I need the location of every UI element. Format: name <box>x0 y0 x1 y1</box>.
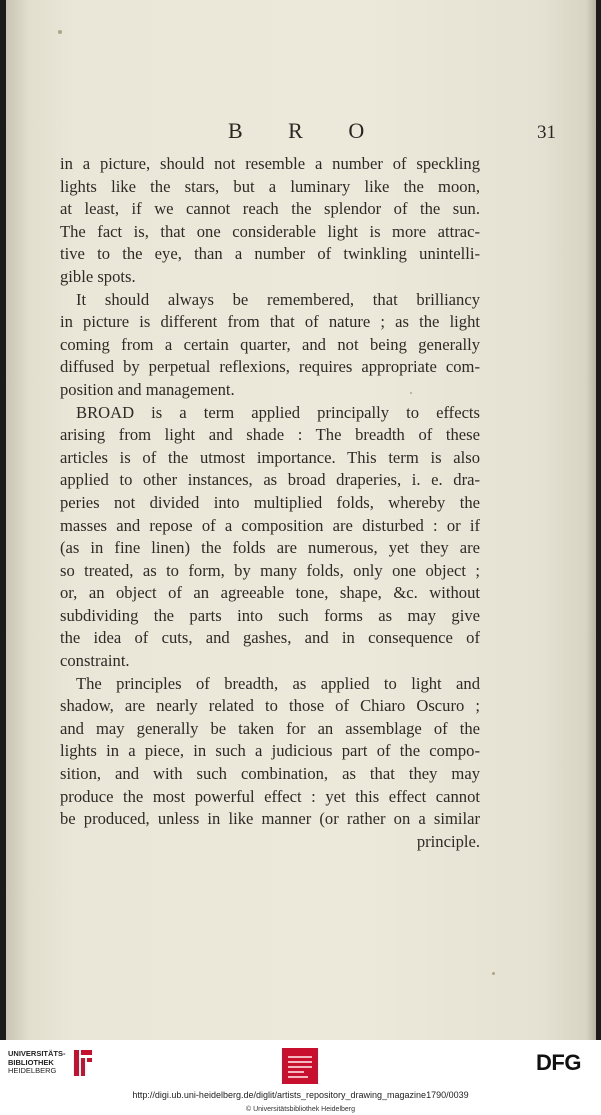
text-line: BROAD is a term applied principally to effects <box>76 402 480 422</box>
dfg-logo[interactable]: DFG <box>536 1050 581 1075</box>
text-line: The principles of breadth, as applied to light and <box>76 673 480 693</box>
text-line: the idea of cuts, and gashes, and in consequence of <box>60 628 480 648</box>
text-line: lights in a piece, in such a judicious part of the compo- <box>60 741 480 761</box>
text-line: in a picture, should not resemble a number of speckling <box>60 154 480 173</box>
text-line: peries not divided into multiplied folds, whereby the <box>60 492 480 512</box>
text-line: (as in fine linen) the folds are numerous, yet they are <box>60 538 480 558</box>
body-text <box>60 153 480 853</box>
text-line: gible spots. <box>60 266 136 286</box>
text-line: masses and repose of a composition are disturbed : or if <box>60 515 480 535</box>
text-line: constraint. <box>60 651 130 671</box>
university-library-logo[interactable] <box>8 1046 98 1082</box>
text-line: be produced, unless in like manner (or rather on a similar <box>60 809 480 829</box>
university-library-wordmark <box>8 1050 66 1076</box>
page-edge-shadow <box>586 0 596 1040</box>
text-line: The fact is, that one considerable light is more attrac- <box>60 221 480 241</box>
partner-emblem-icon <box>282 1048 318 1084</box>
text-line: sition, and with such combination, as that they may <box>60 764 480 784</box>
text-line: applied to other instances, as broad draperies, i. e. dra- <box>60 470 480 490</box>
university-name-line-3: HEIDELBERG <box>8 1066 57 1075</box>
text-line: shadow, are nearly related to those of Chiaro Oscuro ; <box>60 696 480 716</box>
text-line: lights like the stars, but a luminary like the moon, <box>60 176 480 196</box>
text-line: produce the most powerful effect : yet this effect cannot <box>60 786 480 806</box>
text-line: so treated, as to form, by many folds, only one object ; <box>60 560 480 580</box>
text-line: principle. <box>416 831 480 851</box>
source-url[interactable]: http://digi.ub.uni-heidelberg.de/diglit/artists_repository_drawing_magazine1790/0039 <box>132 1090 469 1100</box>
text-line: arising from light and shade : The breadth of these <box>60 425 480 445</box>
paper-page <box>6 0 596 1040</box>
page-number: 31 <box>537 122 556 143</box>
text-line: subdividing the parts into such forms as may give <box>60 605 480 625</box>
running-head <box>6 118 596 148</box>
text-line: and may generally be taken for an assemblage of the <box>60 718 480 738</box>
paper-fleck <box>58 30 62 34</box>
text-line: in picture is different from that of nature ; as the light <box>60 312 480 332</box>
text-line: tive to the eye, than a number of twinkling unintelli- <box>60 244 480 264</box>
university-emblem-icon <box>72 1048 94 1078</box>
text-line: diffused by perpetual reflexions, requires appropriate com- <box>60 357 480 377</box>
text-line: articles is of the utmost importance. This term is also <box>60 447 480 467</box>
paper-fleck <box>492 972 495 975</box>
text-line: or, an object of an agreeable tone, shape, &c. without <box>60 583 480 603</box>
text-line: It should always be remembered, that brilliancy <box>76 289 480 309</box>
copyright-notice: © Universitätsbibliothek Heidelberg <box>245 1106 356 1113</box>
text-line: coming from a certain quarter, and not being generally <box>60 334 480 354</box>
text-line: position and management. <box>60 379 235 399</box>
footer-bar <box>0 1040 601 1115</box>
running-head-title: B R O <box>228 118 385 143</box>
center-partner-logo[interactable] <box>282 1048 318 1084</box>
university-name-line-2: BIBLIOTHEK <box>8 1057 54 1067</box>
university-name-line-1: UNIVERSITÄTS- <box>8 1049 66 1058</box>
text-line: at least, if we cannot reach the splendor of the sun. <box>60 199 480 219</box>
